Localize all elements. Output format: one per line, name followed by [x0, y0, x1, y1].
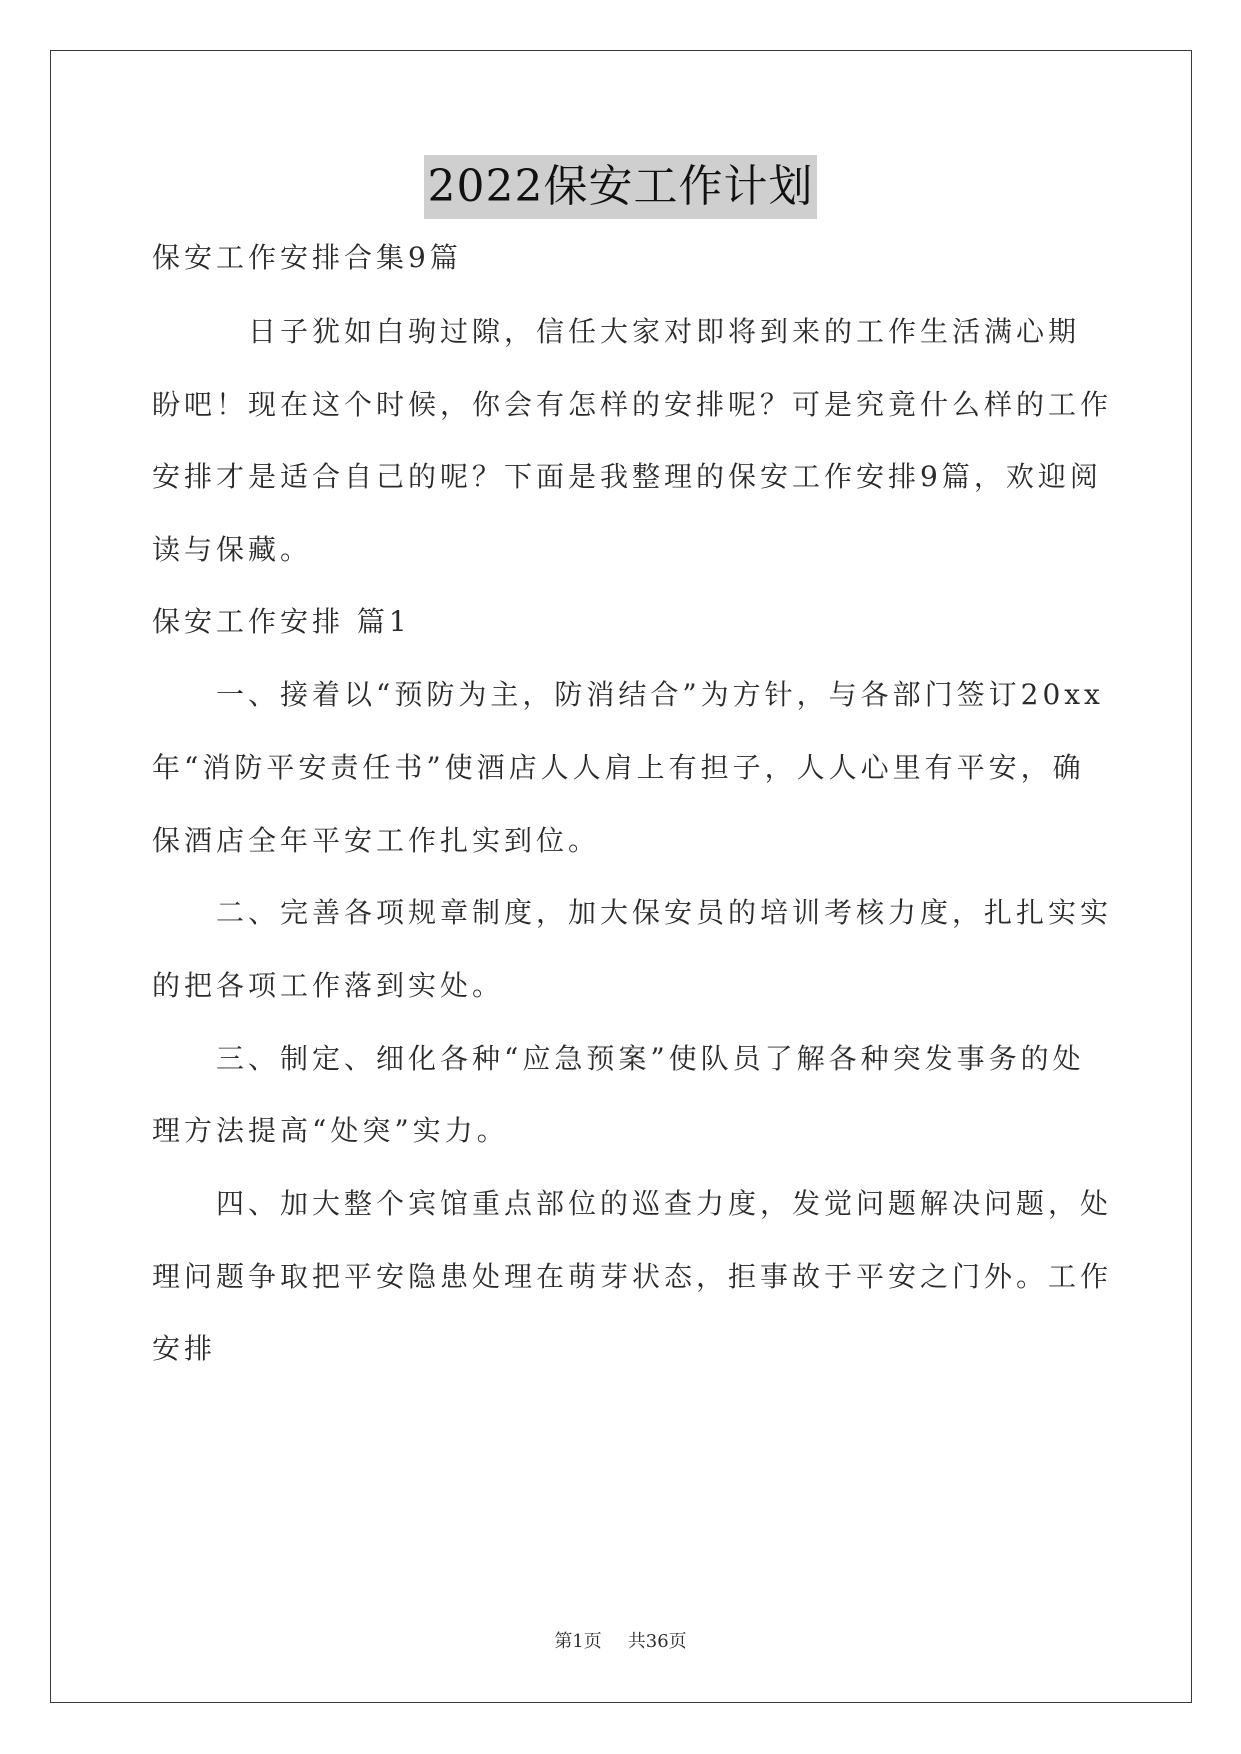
paragraph-line: 日子犹如白驹过隙，信任大家对即将到来的工作生活满心期: [152, 315, 1081, 348]
paragraph-line: 盼吧！现在这个时候，你会有怎样的安排呢？可是究竟什么样的工作: [152, 388, 1113, 421]
paragraph-line: 的把各项工作落到实处。: [152, 969, 505, 1002]
section-heading: 保安工作安排 篇1: [152, 605, 411, 638]
paragraph-line: 一、接着以“预防为主，防消结合”为方针，与各部门签订20xx: [152, 678, 1104, 711]
paragraph-line: 保酒店全年平安工作扎实到位。: [152, 824, 601, 857]
paragraph-line: 四、加大整个宾馆重点部位的巡查力度，发觉问题解决问题，处: [152, 1187, 1113, 1220]
paragraph-line: 年“消防平安责任书”使酒店人人肩上有担子，人人心里有平安，确: [152, 751, 1085, 784]
paragraph-line: 理方法提高“处突”实力。: [152, 1114, 509, 1147]
page-total: 共36页: [627, 1631, 687, 1652]
document-subtitle: 保安工作安排合集9篇: [152, 241, 462, 274]
page-number: 第1页: [554, 1631, 602, 1652]
page-footer: [0, 1627, 1241, 1653]
paragraph-line: 三、制定、细化各种“应急预案”使队员了解各种突发事务的处: [152, 1042, 1085, 1075]
paragraph-line: 安排: [152, 1332, 217, 1365]
document-title: 2022保安工作计划: [424, 155, 818, 219]
paragraph-line: 安排才是适合自己的呢？下面是我整理的保安工作安排9篇，欢迎阅: [152, 460, 1102, 493]
title-wrap: [0, 155, 1241, 219]
paragraph-line: 二、完善各项规章制度，加大保安员的培训考核力度，扎扎实实: [152, 896, 1113, 929]
paragraph-line: 读与保藏。: [152, 533, 313, 566]
page-border: [50, 50, 1192, 1703]
paragraph-line: 理问题争取把平安隐患处理在萌芽状态，拒事故于平安之门外。工作: [152, 1260, 1113, 1293]
